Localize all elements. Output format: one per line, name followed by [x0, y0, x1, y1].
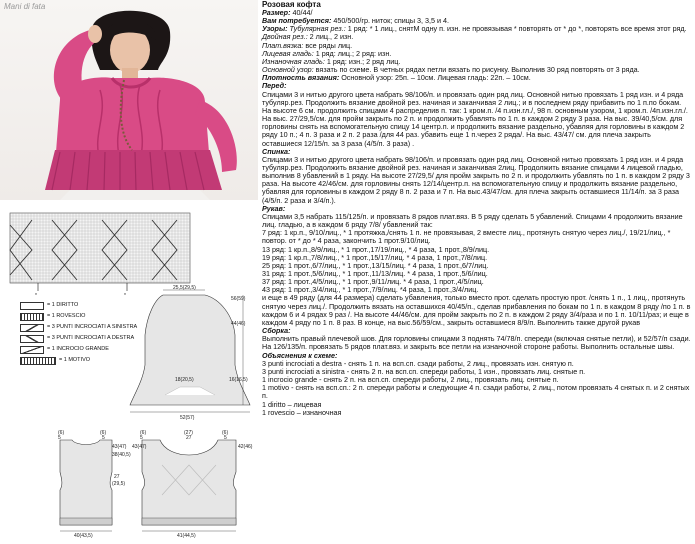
rib-label: Тубулярная рез.: [287, 24, 346, 34]
back-dim-mid1: 27 [114, 474, 120, 480]
legend-label: = 3 PUNTI INCROCIATI A DESTRA [47, 335, 135, 341]
back-dim-side2: 38(40,5) [112, 452, 131, 458]
legend-label: = 3 PUNTI INCROCIATI A SINISTRA [47, 324, 138, 330]
stockinette-label: Лицевая гладь: [262, 48, 314, 58]
legend-label: = 1 INCROCIO GRANDE [47, 346, 109, 352]
front-schematic [132, 430, 258, 539]
sleeve-row: 25 ряд: 1 прот.,6/7/лиц., * 1 прот.,13/15/лиц. * 4 раза, 1 прот.,6/7/лиц. [262, 260, 489, 270]
front-dim-bottom: 41(44,5) [177, 533, 196, 539]
gauge-value: Основной узор: 25п. – 10см. Лицевая гладь: 22п. – 10см. [339, 73, 531, 83]
big-cross-symbol [20, 346, 44, 354]
motif-symbol [20, 357, 56, 365]
front-heading: Перед: [262, 81, 287, 91]
chart-mark-left: * [35, 293, 37, 299]
sleeves-intro: Спицами 3,5 набрать 115/125/п. и провязать 8 рядов плат.вяз. В 5 ряду сделать 5 убавлений. Спицами 4 продолжить вязание лиц. гладью, а в каждом 6 ряду 7/8/ убавлений так: [262, 211, 683, 230]
front-dim-c2: (27) [184, 430, 193, 436]
needs-label: Вам потребуется: [262, 16, 332, 26]
front-dim-n2: 27 [186, 435, 192, 441]
flat-value: все ряды лиц. [303, 40, 353, 50]
sleeve-row: 19 ряд: 1 кр.п.,7/8/лиц., * 1 прот.,15/17/лиц. * 4 раза, 1 прот.,7/8/лиц. [262, 252, 488, 262]
assembly-text: Выполнить правый плечевой шов. Для горловины спицами 3 поднять 74/78/п. спереди (включая снятые петли), и 52/57/п сзади. На 126/135/п. провязать 5 рядов плат.вяз. и закрыть все петли на изнаночной стороне работы. Выполнить остальные швы. [262, 334, 691, 352]
back-dim-bottom: 40(43,5) [74, 533, 93, 539]
legend-label: = 1 DIRITTO [47, 302, 79, 308]
front-dim-c3: (6) [222, 430, 229, 436]
symbol-explanation: 3 punti incrociati a sinistra - снять 2 п. на всп.сп. спереди работы, 1 изн., провязать лиц. снятые п. [262, 366, 586, 376]
size-label: Размер: [262, 8, 291, 17]
back-dim-side1: 43(47) [112, 444, 127, 450]
back-dim-n2: 5 [102, 435, 105, 441]
sleeve-diagram [125, 285, 255, 420]
symbols-heading: Объяснения к схеме: [262, 350, 338, 360]
symbol-explanation: 3 punti incrociati a destra - снять 1 п. на всп.сп. сзади работы, 2 лиц., провязать изн. снятую п. [262, 358, 574, 368]
symbol-explanation: 1 rovescio – изнаночная [262, 407, 342, 417]
article-title: Розовая кофта [262, 0, 321, 9]
back-text: Спицами 3 и нитью другого цвета набрать 98/106/п. и провязать один ряд лиц. Основной нитью провязать 1 ряд изн. и 4 ряда тубуляр.рез. Продолжить вязание двойной рез. начиная и заканчивая 2лиц. Продолжить вязание спицами 4 лицевой гладью, выполнив 8 убавлений в 1 ряду. На высоте 27/29,5/ для пройм закрыть по 2 п. и продолжить убавлять по 1 п. в каждом 2 ряду 3 раза. На высоте 42/46/см. для горловины снять 12/14/центр.п. на вспомогательную спицу и продолжить вязание раздельно, убавляя для горловины в каждом 2 ряду 8 п. 2 раза и 7 п. На выс.43/47/см. для плеча закрыть оставшиеся 11/14/п. за 3 раза (4/5/п. 2 раза и 3/4/п.). [262, 154, 690, 205]
cross-right-symbol [20, 335, 44, 343]
double-rib-value: 2 лиц., 2 изн. [307, 32, 354, 42]
sleeve-bottom-dim: 52(57) [180, 415, 195, 421]
sleeve-inner-dim: 18(20,5) [175, 377, 194, 383]
flat-label: Плат.вязка: [262, 40, 304, 50]
back-dim-c2: (6) [100, 430, 107, 436]
assembly-heading: Сборка: [262, 326, 291, 336]
double-rib-label: Двойная рез.: [262, 32, 308, 42]
sleeve-row: 7 ряд: 1 кр.п., 9/10/лиц., * 1 протяжка,/снять 1 п. не провязывая, 2 вместе лиц., протянуть снятую через лиц./, 19/21/лиц., * повтор. от * до * 4 раза, закончить 1 прот.9/10/лиц. [262, 228, 671, 246]
sleeve-schematic [125, 285, 255, 420]
size-value: 40/44/ [290, 8, 313, 17]
gauge-line [262, 74, 692, 82]
reverse-label: Изнаночная гладь: [262, 56, 325, 66]
symbol-explanation: 1 motivo - снять на всп.сп.: 2 п. спереди работы и следующие 4 п. сзади работы, 2 лиц., потом провязать 4 снятых п. и 2 снятых п. [262, 383, 690, 401]
knitting-chart [2, 205, 197, 297]
needs-value: 450/500/гр. ниток; спицы 3, 3,5 и 4. [331, 16, 450, 26]
back-diagram [52, 430, 131, 539]
back-dim-mid2: (29,5) [112, 481, 126, 487]
instructions-text [262, 0, 692, 417]
chart-mark-right: * [124, 293, 126, 299]
front-diagram [132, 430, 258, 539]
watermark: Mani di fata [4, 2, 46, 11]
gauge-label: Плотность вязания: [262, 73, 340, 83]
stockinette-value: 1 ряд: лиц.; 2 ряд: изн. [313, 48, 392, 58]
front-dim-c1: (6) [140, 430, 147, 436]
back-schematic [52, 430, 131, 539]
main-label: Основной узор: [262, 65, 314, 75]
patterns-label: Узоры: [262, 24, 288, 34]
front-dim-n1: 5 [140, 435, 143, 441]
reverse-value: 1 ряд: изн.; 2 ряд лиц. [324, 56, 401, 66]
sleeve-row: 37 ряд: 1 прот.,4/5/лиц., * 1 прот.,9/11/лиц. * 4 раза, 1 прот.,4/5/лиц. [262, 277, 484, 287]
model-photo [0, 0, 258, 200]
symbol-explanation: 1 incrocio grande - снять 2 п. на всп.сп. спереди работы, 2 лиц., провязать лиц. снятые п. [262, 375, 559, 385]
front-dim-side2: 42(46) [238, 444, 253, 450]
back-heading: Спинка: [262, 146, 291, 156]
front-dim-side1: 43(47) [132, 444, 147, 450]
sleeves-more: и еще в 49 ряду (для 44 размера) сделать убавления, только вместо прот. сделать простую прот. /снять 1 п., 1 лиц., протянуть снятую через лиц./. Продолжить вязать на оставшихся 40/45/п., сделав прибавления по бокам по 1 п. в каждом 8 ряду /по 1 п. в каждом 6 и 4 рядах 9 раз /. На высоте 44/46/см. для пройм закрыть по 2 п. в каждом 2 ряду 3/4/раза и по 1 п. 10/11/раз; и еще в каждом 4 ряду по 1 п. 8 раз. В конце, на выс.56/59/см., закрыть оставшиеся 8/9/п. Выполнить также другой рукав [262, 293, 691, 327]
legend-label: = 1 MOTIVO [59, 357, 91, 363]
sleeve-row: 43 ряд: 1 прот.,3/4/лиц., * 1 прот.,7/9/лиц. *4 раза, 1 прот.,3/4/лиц. [262, 285, 479, 295]
sleeve-row: 13 ряд: 1 кр.п.,8/9/лиц., * 1 прот.,17/19/лиц., * 4 раза, 1 прот.,8/9/лиц. [262, 244, 490, 254]
sleeve-row: 31 ряд: 1 прот.,5/6/лиц., * 1 прот.,11/13/лиц. * 4 раза, 1 прот.,5/6/лиц. [262, 269, 488, 278]
front-dim-n3: 5 [224, 435, 227, 441]
sleeve-top-dim: 25,5(29,5) [173, 285, 196, 291]
legend-label: = 1 ROVESCIO [47, 313, 86, 319]
front-text: Спицами 3 и нитью другого цвета набрать 98/106/п. и провязать один ряд лиц. Основной нитью провязать 1 ряд изн. и 4 ряда тубуляр.рез. Продолжить вязание двойной рез. начиная и заканчивая 2 лиц.; и в последнем ряду прибавить по 1 п.по бокам. На высоте 6 см. продолжить спицами 4 распределив п. так: 1 кром.п. /4 п.изн.гл./, 98 п. основным узором, 1 кром.п. /4п.изн.гл./. На выс. 27/29,5/см. для пройм закрыть по 2 п. и продолжить убавлять по 1 п. в каждом 2 ряду 3 раза. На выс. 39/40,5/см. для горловины снять на вспомогательную спицу 14 центр.п. и продолжить вязание раздельно, убавляя для горловины в каждом 2 ряду 10 п.; 4 п. 3 раза и 2 п. 2 раза /для 44 раз. убавить еще 1 п.через 2 ряда/. На выс. 43/47/ см. для плеча закрыть оставшиеся 12/15/п. за 3 раза (4/5/п. 3 раза) . [262, 89, 688, 148]
sleeve-right-dim: 56(59) [231, 296, 246, 302]
back-dim-c1: (6) [58, 430, 65, 436]
rib-value: 1 ряд: * 1 лиц., снятM одну п. изн. не провязывая * повторять от * до *, повторять все время этот ряд. [345, 24, 687, 34]
sleeves-heading: Рукав: [262, 203, 286, 213]
chart-grid [2, 205, 197, 297]
sleeve-side-dim: 16(16,5) [229, 377, 248, 383]
model-photo-illustration [0, 0, 258, 200]
cross-left-symbol [20, 324, 44, 332]
knit-symbol [20, 302, 44, 310]
purl-symbol [20, 313, 44, 321]
back-dim-n1: 5 [58, 435, 61, 441]
main-value: вязать по схеме. В четных рядах петли вязать по рисунку. Выполнив 30 ряд повторять от 3 ряда. [313, 65, 640, 75]
sleeve-mid-dim: 44(46) [231, 321, 246, 327]
symbol-explanation: 1 diritto – лицевая [262, 399, 322, 409]
